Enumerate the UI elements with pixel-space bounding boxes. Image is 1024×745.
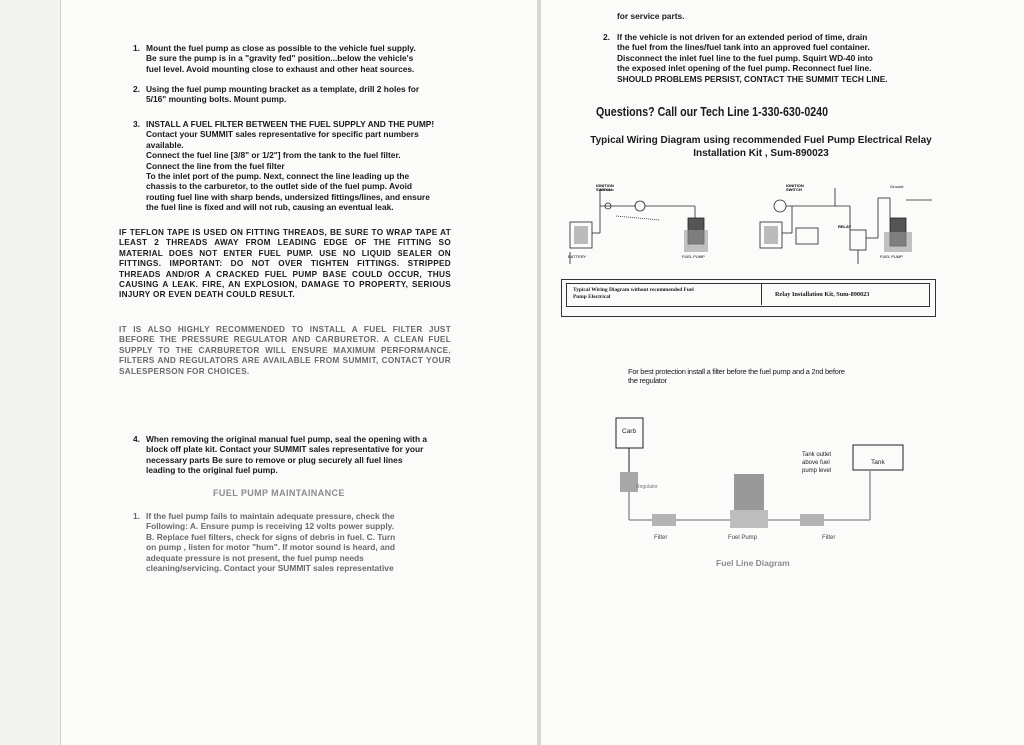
svg-text:IGNITION: IGNITION xyxy=(596,183,614,188)
page-gutter xyxy=(537,0,541,745)
svg-text:IGNITION: IGNITION xyxy=(786,183,804,188)
continued-text: for service parts. xyxy=(617,11,685,21)
right-item-2-number: 2. xyxy=(603,32,610,42)
fuse-shape xyxy=(635,201,645,211)
svg-text:Ground: Ground xyxy=(890,184,904,189)
svg-text:FUEL PUMP: FUEL PUMP xyxy=(880,254,903,259)
item-4-number: 4. xyxy=(133,434,140,444)
fuel-line-diagram-title: Fuel Line Diagram xyxy=(716,558,790,568)
svg-text:SWITCH: SWITCH xyxy=(786,187,802,192)
filter-1-label: Filter xyxy=(654,535,668,541)
svg-text:SWITCH: SWITCH xyxy=(596,187,612,192)
item-1-text: Mount the fuel pump as close as possible to the vehicle fuel supply. Be sure the pump is in a "gravity fed" position...below the vehicle's fuel level. Avoid mounting close to exhaust and other heat sources. xyxy=(146,43,416,74)
filter-1-shape xyxy=(652,514,676,526)
right-item-2-text: If the vehicle is not driven for an extended period of time, drain the fuel from the lines/fuel tank into an approved fuel container. Disconnect the inlet fuel line to the fuel pump. Squirt WD-40 into the exposed inlet opening of the fuel pump. Reconnect fuel line. SHOULD PROBLEMS PERSIST, CONTACT THE SUMMIT TECH LINE. xyxy=(617,32,888,84)
relay-shape xyxy=(850,230,866,250)
questions-heading: Questions? Call our Tech Line 1-330-630-0240 xyxy=(596,104,829,119)
maintenance-text: If the fuel pump fails to maintain adequate pressure, check the Following: A. Ensure pump is receiving 12 volts power supply. B. Replace fuel filters, check for signs of debris in fuel. C. Turn on pump , listen for motor "hum". If motor sound is heard, and adequate pressure is not present, the fuel pump needs cleaning/servicing. Contact your SUMMIT sales representative xyxy=(146,511,396,574)
svg-text:RELAY: RELAY xyxy=(838,224,852,229)
caption-divider xyxy=(761,283,762,305)
tank-outlet-note: Tank outlet above fuel pump level xyxy=(802,452,832,474)
regulator-label: Regulator xyxy=(636,484,658,490)
fuel-protection-note: For best protection install a filter before the fuel pump and a 2nd before the regulator xyxy=(628,367,845,385)
regulator-note: IT IS ALSO HIGHLY RECOMMENDED TO INSTALL A FUEL FILTER JUST BEFORE THE PRESSURE REGULATOR AND CARBURETOR. A CLEAN FUEL SUPPLY TO THE CARBURETOR WILL ENSURE MAXIMUM PERFORMANCE. FILTERS AND REGULATORS ARE AVAILABLE FROM SUMMIT, CONTACT YOUR SALESPERSON FOR CHOICES. xyxy=(119,325,451,376)
item-4-text: When removing the original manual fuel pump, seal the opening with a block off plate kit. Contact your SUMMIT sales representative for your necessary parts Be sure to remove or plug securely all fuel lines leading to the original fuel pump. xyxy=(146,434,428,476)
item-3-text: INSTALL A FUEL FILTER BETWEEN THE FUEL SUPPLY AND THE PUMP! Contact your SUMMIT sales representative for specific part numbers available. Connect the fuel line [3/8" or 1/2"] from the tank to the fuel filter. Connect the line from the fuel filter To the inlet port of the pump. Next, connect the line leading up the chassis to the carburetor, to the outlet side of the fuel pump. Avoid routing fuel line with sharp bends, undersized fittings/lines, and ensure the fuel line is fixed and will not rub, causing an eventual leak. xyxy=(146,119,435,213)
caption-right: Relay Installation Kit, Sum-890023 xyxy=(775,291,870,298)
left-page-edge xyxy=(60,0,61,745)
svg-text:BATTERY: BATTERY xyxy=(568,254,587,259)
wiring-diagram xyxy=(560,178,940,274)
tank-label: Tank xyxy=(871,459,885,466)
svg-text:FUEL PUMP: FUEL PUMP xyxy=(682,254,705,259)
item-2-number: 2. xyxy=(133,84,140,94)
fuel-pump-label: Fuel Pump xyxy=(728,535,758,541)
item-3-number: 3. xyxy=(133,119,140,129)
caption-left: Typical Wiring Diagram without recommended Fuel Pump Electrical xyxy=(573,287,694,300)
filter-2-shape xyxy=(800,514,824,526)
item-2-text: Using the fuel pump mounting bracket as a template, drill 2 holes for 5/16" mounting bolts. Mount pump. xyxy=(146,84,420,105)
carb-label: Carb xyxy=(622,428,637,435)
circuit-breaker-shape xyxy=(796,228,818,244)
maintenance-number: 1. xyxy=(133,511,140,521)
filter-2-label: Filter xyxy=(822,535,836,541)
maintenance-heading: FUEL PUMP MAINTAINANCE xyxy=(213,488,345,498)
tank-box xyxy=(853,445,903,470)
wiring-diagram-title: Typical Wiring Diagram using recommended Fuel Pump Electrical Relay Installation Kit , Sum-890023 xyxy=(590,135,932,159)
teflon-warning: IF TEFLON TAPE IS USED ON FITTING THREADS, BE SURE TO WRAP TAPE AT LEAST 2 THREADS AWAY FROM LEADING EDGE OF THE FITTING SO MATERIAL DOES NOT ENTER FUEL PUMP. USE NO LIQUID SEALER ON FITTINGS. IMPORTANT: DO NOT OVER TIGHTEN FITTINGS. STRIPPED THREADS AND/OR A CRACKED FUEL PUMP BASE COULD OCCUR, THUS CAUSING A LEAK. FIRE, AN EXPLOSION, DAMAGE TO PROPERTY, SERIOUS INJURY OR EVEN DEATH COULD RESULT. xyxy=(119,228,451,300)
item-1-number: 1. xyxy=(133,43,140,53)
